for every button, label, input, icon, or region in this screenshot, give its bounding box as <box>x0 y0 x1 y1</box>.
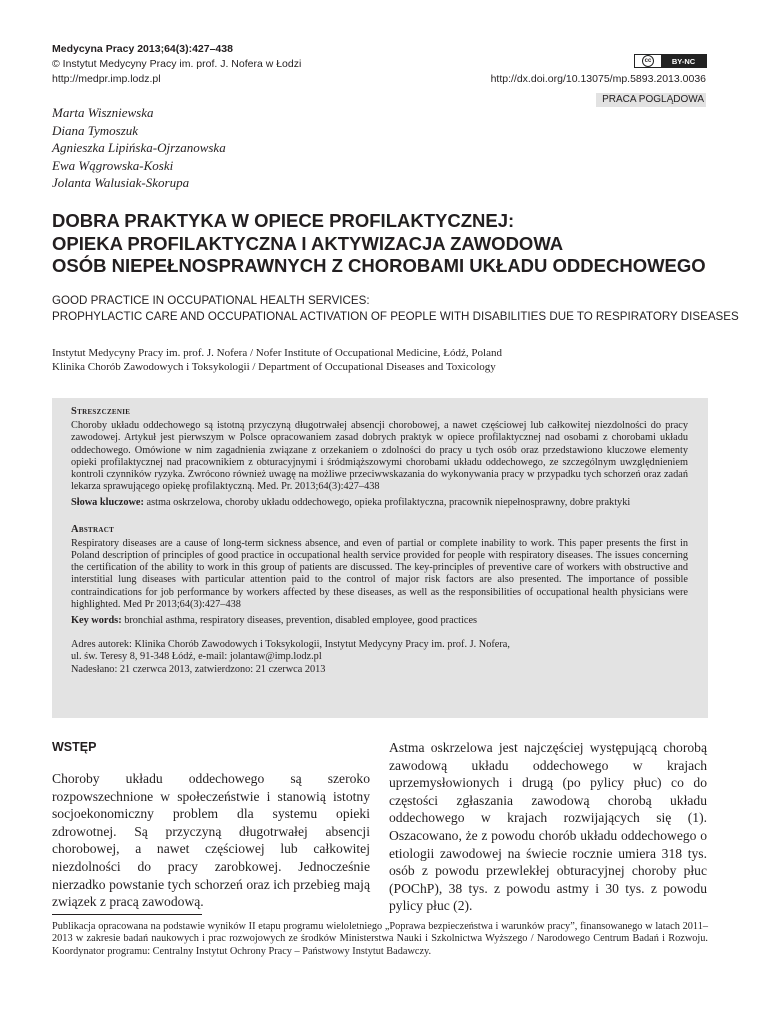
keywords-label: Key words: <box>71 615 122 627</box>
author-list <box>52 104 226 192</box>
abstract-heading: Abstract <box>71 523 115 535</box>
journal-citation: Medycyna Pracy 2013;64(3):427–438 <box>52 43 233 55</box>
footnote-divider <box>52 914 202 915</box>
title-line: OSÓB NIEPEŁNOSPRAWNYCH Z CHOROBAMI UKŁADU ODDECHOWEGO <box>52 255 706 276</box>
subtitle-line: GOOD PRACTICE IN OCCUPATIONAL HEALTH SERVICES: <box>52 294 370 307</box>
body-column-right: Astma oskrzelowa jest najczęściej występującą chorobą zawodową układu oddechowego w krajach uprzemysłowionych i drugą (po pylicy płuc) co do częstości zgłaszania zawodową chorobą układu oddechowego w krajach rozwijających się (1). Oszacowano, że z powodu chorób układu oddechowego o etiologii zawodowej na świecie rocznie umiera 318 tys. osób z powodu przewlekłej obturacyjnej choroby płuc (POChP), 38 tys. z powodu astmy i 30 tys. z powodu pylicy płuc (2). <box>389 740 707 914</box>
streszczenie-keywords <box>71 497 688 509</box>
body-column-left: Choroby układu oddechowego są szeroko rozpowszechnione w społeczeństwie i stanowią istotny socjoekonomiczny problem dla systemu opieki zdrowotnej. Są przyczyną długotrwałej absencji chorobowej, a nawet częściowej lub całkowitej niezdolności do pracy zarobkowej. Jednocześnie nierzadko powstanie tych schorzeń oraz ich przebieg mają związek z pracą zawodową. <box>52 771 370 910</box>
author-name: Ewa Wągrowska-Koski <box>52 157 174 173</box>
title-line: DOBRA PRAKTYKA W OPIECE PROFILAKTYCZNEJ: <box>52 210 515 231</box>
affiliation-line: Klinika Chorób Zawodowych i Toksykologii / Department of Occupational Diseases and Toxicology <box>52 360 496 373</box>
streszczenie-heading: Streszczenie <box>71 406 131 417</box>
copyright-line: © Instytut Medycyny Pracy im. prof. J. Nofera w Łodzi <box>52 58 302 70</box>
title-line: OPIEKA PROFILAKTYCZNA I AKTYWIZACJA ZAWODOWA <box>52 232 564 254</box>
subtitle-line: PROPHYLACTIC CARE AND OCCUPATIONAL ACTIVATION OF PEOPLE WITH DISABILITIES DUE TO RESPIRATORY DISEASES <box>52 310 739 323</box>
footnote: Publikacja opracowana na podstawie wyników II etapu programu wieloletniego „Poprawa bezpieczeństwa i warunków pracy”, finansowanego w latach 2011–2013 w zakresie badań naukowych i prac rozwojowych ze środków Ministerstwa Nauki i Szkolnictwa Wyższego / Narodowego Centrum Badań i Rozwoju. Koordynator programu: Centralny Instytut Ochrony Pracy – Państwowy Instytut Badawczy. <box>52 921 708 957</box>
section-heading: WSTĘP <box>52 740 97 754</box>
license-label: BY-NC <box>661 55 706 67</box>
author-name: Diana Tymoszuk <box>52 122 139 138</box>
correspondence-line: Nadesłano: 21 czerwca 2013, zatwierdzono: 21 czerwca 2013 <box>71 663 326 675</box>
affiliations <box>52 347 502 374</box>
keywords-text: bronchial asthma, respiratory diseases, prevention, disabled employee, good practices <box>124 615 478 627</box>
author-name: Agnieszka Lipińska-Ojrzanowska <box>52 140 226 156</box>
abstract-keywords <box>71 615 688 627</box>
correspondence-line: ul. św. Teresy 8, 91-348 Łódź, e-mail: jolantaw@imp.lodz.pl <box>71 651 322 663</box>
article-title <box>52 210 706 278</box>
affiliation-line: Instytut Medycyny Pracy im. prof. J. Nofera / Nofer Institute of Occupational Medicine, Łódź, Poland <box>52 347 502 359</box>
cc-license-badge[interactable] <box>634 54 707 68</box>
keywords-text: astma oskrzelowa, choroby układu oddechowego, opieka profilaktyczna, pracownik niepełnosprawny, dobre praktyki <box>146 497 631 509</box>
article-type-label: PRACA POGLĄDOWA <box>596 93 706 107</box>
correspondence <box>71 639 688 676</box>
author-name: Marta Wiszniewska <box>52 105 154 120</box>
abstract-body: Respiratory diseases are a cause of long-term sickness absence, and even of partial or complete inability to work. This paper presents the first in Poland description of principles of good practice in occupational health service provided for people with respiratory diseases. The issues concerning the certification of the ability to work in this group of patients are discussed. The key-principles of preventive care of workers with obstructive and interstitial lung diseases with particular attention paid to the control of major risk factors are also presented. The importance of possible contraindications for job performance by workers affected by these diseases, as well as the responsibilities of occupational health physicians were highlighted. Med Pr 2013;64(3):427–438 <box>71 537 688 610</box>
article-subtitle <box>52 293 739 325</box>
cc-icon: cc <box>642 55 654 67</box>
abstract-box <box>52 398 708 718</box>
streszczenie-body: Choroby układu oddechowego są istotną przyczyną długotrwałej absencji chorobowej, a nawet częściowej lub całkowitej niezdolności do pracy zawodowej. Artykuł jest pierwszym w Polsce opracowaniem zasad dobrych praktyk w opiece profilaktycznej nad osobami z chorobami układu oddechowego. Omówione w nim zagadnienia związane z orzekaniem o zdolności do pracy u tych osób oraz przedstawiono kluczowe elementy opieki profilaktycznej nad pracownikiem z obturacyjnymi i śródmiąższowymi chorobami układu oddechowego, ze szczególnym uwzględnieniem kontroli czynników ryzyka. Zwrócono również uwagę na możliwe przeciwwskazania do wykonywania pracy w przypadku tych schorzeń oraz zadań lekarza sprawującego opiekę profilaktyczną. Med. Pr. 2013;64(3):427–438 <box>71 420 688 493</box>
journal-url[interactable]: http://medpr.imp.lodz.pl <box>52 73 161 85</box>
keywords-label: Słowa kluczowe: <box>71 497 144 509</box>
author-name: Jolanta Walusiak-Skorupa <box>52 175 190 191</box>
correspondence-line: Adres autorek: Klinika Chorób Zawodowych i Toksykologii, Instytut Medycyny Pracy im. prof. J. Nofera, <box>71 639 510 651</box>
doi-link[interactable]: http://dx.doi.org/10.13075/mp.5893.2013.0036 <box>490 73 706 85</box>
